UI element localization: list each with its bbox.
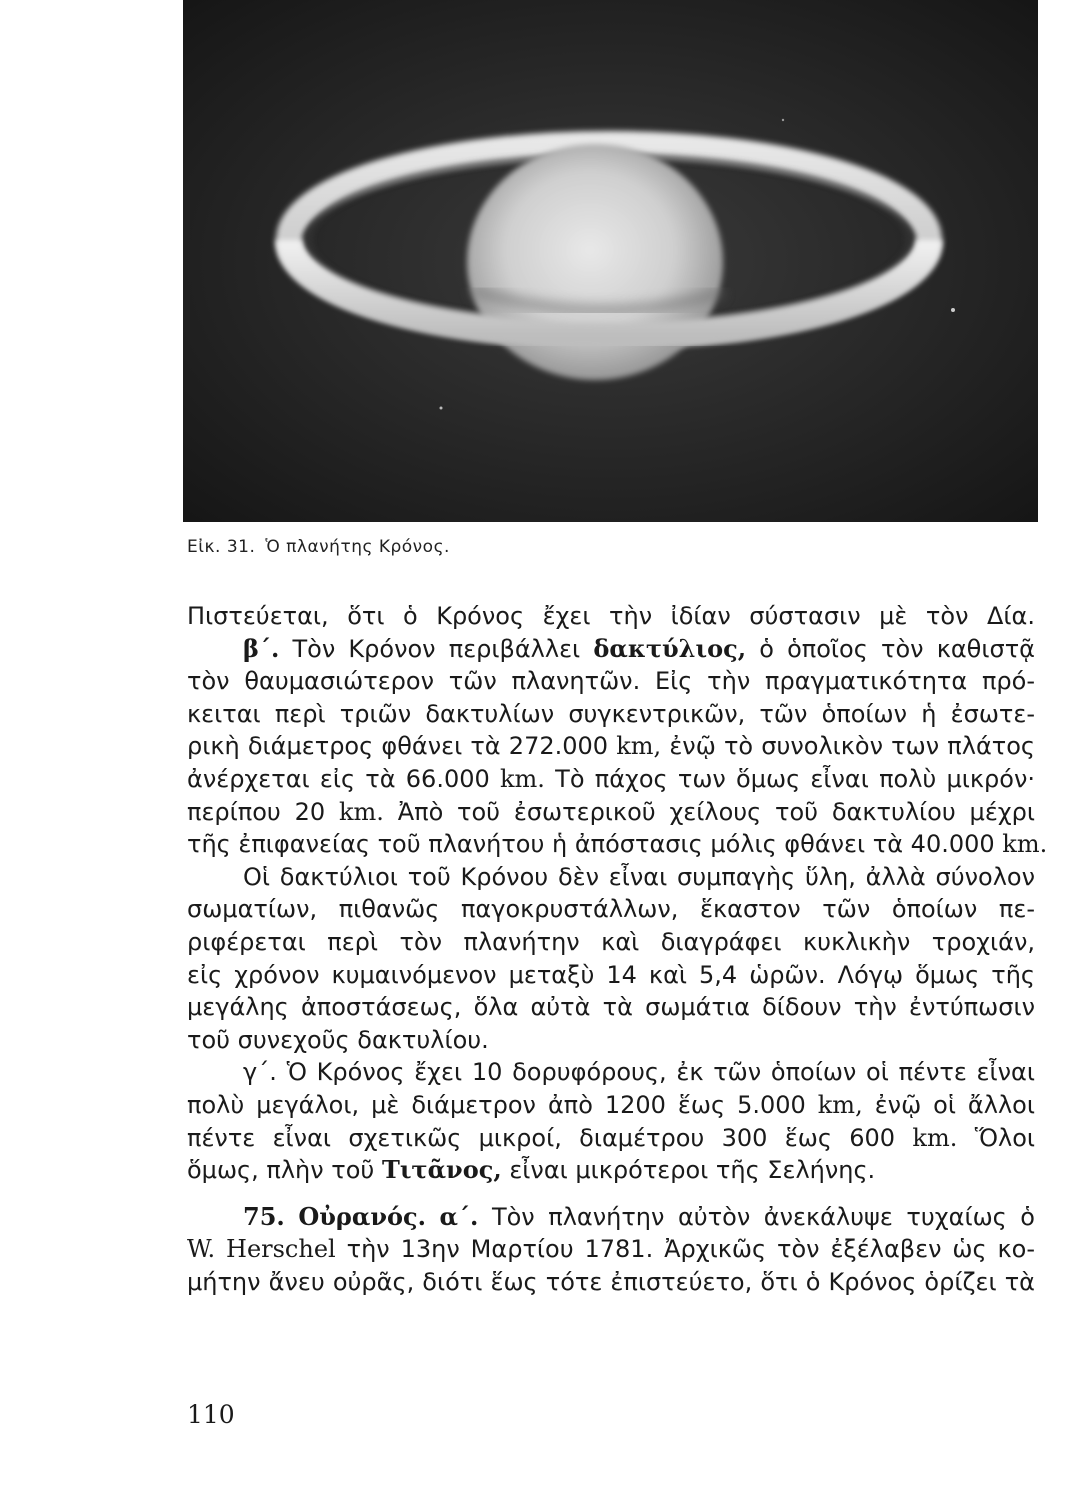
text-line [187, 1089, 1035, 1122]
unit-km: km. [338, 797, 384, 826]
text-line [187, 1154, 1035, 1187]
section-title: Οὐρανός. [298, 1201, 426, 1231]
caption-text: Ὁ πλανήτης Κρόνος. [265, 537, 450, 557]
unit-km: km. [912, 1123, 958, 1152]
text-fragment: Τὸν Κρόνον περιβάλλει [292, 634, 581, 663]
text-line [187, 1233, 1035, 1266]
text-fragment: εἶναι μικρότεροι τῆς Σελήνης. [509, 1156, 876, 1185]
text-fragment: ὁ ὁποῖος τὸν καθιστᾷ [759, 634, 1035, 663]
term-bold: Τιτᾶνος, [381, 1155, 502, 1185]
text-fragment: πέντε εἶναι σχετικῶς μικροί, διαμέτρου 300 ἕως 600 [187, 1123, 896, 1152]
text-fragment: τὴν 13ην Μαρτίου 1781. Ἀρχικῶς τὸν ἐξέλαβεν ὡς κο- [346, 1235, 1035, 1264]
section-number: 75. [243, 1201, 285, 1231]
paragraph-composition [187, 600, 1035, 633]
text-line: μεγάλης ἀποστάσεως, ὅλα αὐτὰ τὰ σωμάτια δίδουν τὴν ἐντύπωσιν [187, 993, 1035, 1022]
section-gap [187, 1187, 1035, 1201]
text-fragment: Ὅλοι [974, 1123, 1035, 1152]
unit-km: km, [817, 1090, 863, 1119]
text-fragment: ἐνῷ οἱ ἄλλοι [874, 1090, 1035, 1119]
text-fragment: ἐνῷ τὸ συνολικὸν των πλάτος [669, 732, 1035, 761]
text-fragment: Τὸ πάχος των ὅμως εἶναι πολὺ μικρόν· [555, 764, 1035, 793]
item-marker: γ΄. [243, 1058, 277, 1087]
text-line [187, 796, 1035, 829]
paragraph-satellites [187, 1056, 1035, 1186]
text-fragment: ὅμως, πλὴν τοῦ [187, 1156, 375, 1185]
paragraph-ring-particles [187, 861, 1035, 1057]
text-line [187, 763, 1035, 796]
text-line: ριφέρεται περὶ τὸν πλανήτην καὶ διαγράφει κυκλικὴν τροχιάν, [187, 927, 1035, 956]
person-name: W. Herschel [187, 1235, 336, 1264]
body-text [187, 600, 1048, 1298]
page-number: 110 [187, 1400, 235, 1429]
text-line [187, 1122, 1035, 1155]
text-line [187, 730, 1035, 763]
item-marker: β΄. [243, 633, 280, 663]
text-line [187, 633, 1035, 666]
text-line: Πιστεύεται, ὅτι ὁ Κρόνος ἔχει τὴν ἰδίαν σύστασιν μὲ τὸν Δία. [187, 602, 1035, 630]
text-fragment: πολὺ μεγάλοι, μὲ διάμετρον ἀπὸ 1200 ἕως 5.000 [187, 1090, 806, 1119]
unit-km: km. [500, 764, 545, 793]
text-fragment: ἀνέρχεται εἰς τὰ 66.000 [187, 764, 490, 793]
figure-caption [187, 537, 450, 557]
text-line: τὸν θαυμασιώτερον τῶν πλανητῶν. Εἰς τὴν πραγματικότητα πρό- [187, 667, 1035, 696]
text-line [187, 828, 1048, 861]
text-line [187, 1201, 1035, 1234]
section-uranus [187, 1201, 1035, 1299]
item-marker: α΄. [439, 1201, 479, 1231]
text-line: μήτην ἄνευ οὐρᾶς, διότι ἕως τότε ἐπιστεύετο, ὅτι ὁ Κρόνος ὁρίζει τὰ [187, 1267, 1035, 1296]
text-line [187, 1056, 1035, 1089]
text-line: εἰς χρόνον κυμαινόμενον μεταξὺ 14 καὶ 5,4 ὡρῶν. Λόγῳ ὅμως τῆς [187, 960, 1035, 989]
unit-km: km, [616, 732, 662, 761]
text-line: τοῦ συνεχοῦς δακτυλίου. [187, 1025, 489, 1054]
text-line: σωματίων, πιθανῶς παγοκρυστάλλων, ἕκαστον τῶν ὁποίων πε- [187, 895, 1035, 924]
paragraph-rings [187, 633, 1048, 861]
text-fragment: Ἀπὸ τοῦ ἐσωτερικοῦ χείλους τοῦ δακτυλίου μέχρι [397, 797, 1036, 826]
text-fragment: Ὁ Κρόνος ἔχει 10 δορυφόρους, ἐκ τῶν ὁποίων οἱ πέντε εἶναι [286, 1058, 1035, 1087]
text-fragment: ρικὴ διάμετρος φθάνει τὰ 272.000 [187, 732, 609, 761]
text-fragment: περίπου 20 [187, 797, 326, 826]
saturn-photograph [183, 0, 1038, 522]
text-fragment: Τὸν πλανήτην αὐτὸν ἀνεκάλυψε τυχαίως ὁ [491, 1202, 1035, 1231]
text-line: Οἱ δακτύλιοι τοῦ Κρόνου δὲν εἶναι συμπαγὴς ὕλη, ἀλλὰ σύνολον [243, 862, 1035, 891]
caption-label: Εἰκ. 31. [187, 537, 256, 557]
text-fragment: τῆς ἐπιφανείας τοῦ πλανήτου ἡ ἀπόστασις μόλις φθάνει τὰ 40.000 [187, 830, 995, 859]
text-line: κειται περὶ τριῶν δακτυλίων συγκεντρικῶν, τῶν ὁποίων ἡ ἐσωτε- [187, 699, 1035, 728]
term-bold: δακτύλιος, [593, 633, 747, 663]
saturn-image [183, 0, 1038, 522]
unit-km: km. [1002, 830, 1048, 859]
